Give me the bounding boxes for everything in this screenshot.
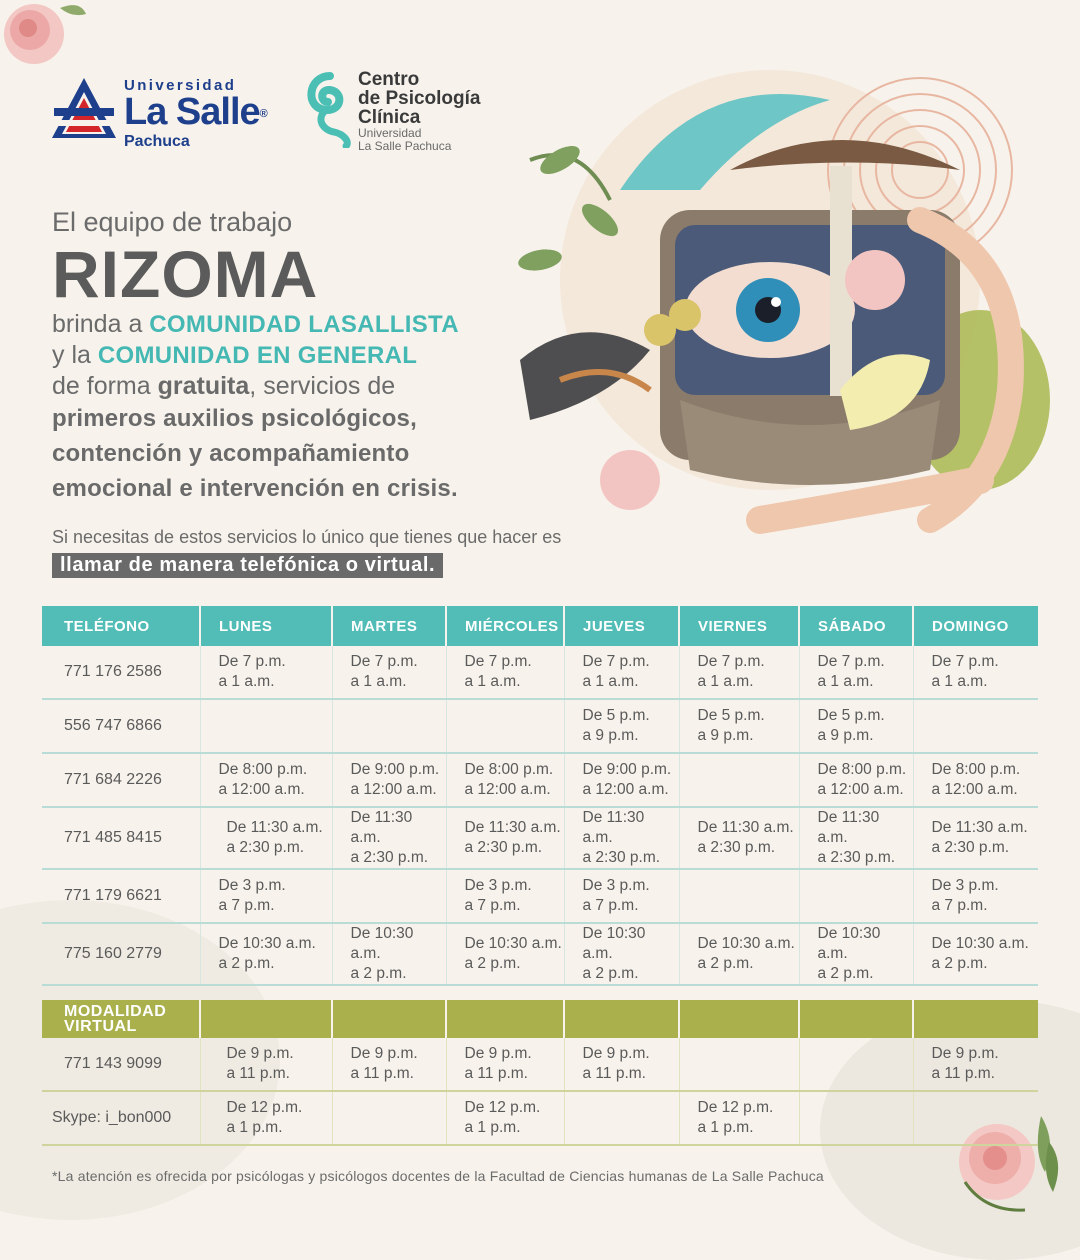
schedule-cell [799,753,913,807]
schedule-cell [200,807,332,869]
schedule-cell [679,646,799,699]
time-to: a 1 p.m. [226,1119,283,1136]
schedule-cell [799,1091,913,1145]
time-to: a 1 a.m. [218,673,275,690]
time-to: a 11 p.m. [464,1065,528,1082]
time-to: a 2 p.m. [218,955,275,972]
time-to: a 1 a.m. [697,673,754,690]
time-from: De 10:30 a.m. [817,925,881,962]
time-from: De 8:00 p.m. [464,761,554,778]
centro-line2: de Psicología [358,88,481,109]
schedule-cell [446,753,564,807]
table-row [42,869,1038,923]
phone-number: 771 143 9099 [42,1038,200,1091]
schedule-cell [679,753,799,807]
schedule-cell [913,807,1038,869]
intro-line1 [52,309,572,340]
intro-need-text: Si necesitas de estos servicios lo único que tienes que hacer es [52,527,562,547]
time-from: De 7 p.m. [218,653,286,670]
schedule-cell [332,923,446,985]
time-to: a 11 p.m. [582,1065,646,1082]
schedule-cell [799,646,913,699]
schedule-cell [679,869,799,923]
schedule-cell [200,1038,332,1091]
time-from: De 12 p.m. [226,1099,303,1116]
lasalle-city: Pachuca [124,132,190,150]
time-from: De 7 p.m. [817,653,885,670]
time-to: a 2 p.m. [697,955,754,972]
time-from: De 3 p.m. [218,877,286,894]
rose-icon [845,250,905,310]
schedule-cell [200,646,332,699]
schedule-cell [564,646,679,699]
phone-number: 771 684 2226 [42,753,200,807]
time-to: a 11 p.m. [931,1065,995,1082]
table-row [42,753,1038,807]
time-from: De 9 p.m. [350,1045,418,1062]
lasalle-universidad: Universidad [124,77,237,94]
psychology-swirl-icon [300,68,358,148]
collage-illustration [500,60,1060,560]
intro-equipo: El equipo de trabajo [52,207,293,237]
schedule-cell [446,1091,564,1145]
intro-section [52,205,572,506]
lasalle-name-text: La Salle [124,91,260,133]
schedule-cell [679,807,799,869]
schedule-cell [913,753,1038,807]
phone-number: 771 179 6621 [42,869,200,923]
schedule-cell [679,923,799,985]
time-to: a 2:30 p.m. [697,839,776,856]
schedule-cell [799,699,913,753]
schedule-cell [332,1038,446,1091]
phone-number: Skype: i_bon000 [42,1091,200,1145]
intro-line2-pre: y la [52,341,98,369]
intro-services-3: emocional e intervención en crisis. [52,475,458,502]
lasalle-name [124,91,267,133]
flower-top-left [0,0,90,70]
time-from: De 8:00 p.m. [817,761,907,778]
time-from: De 11:30 a.m. [817,809,880,846]
time-to: a 12:00 a.m. [817,781,904,798]
time-to: a 9 p.m. [582,727,639,744]
time-to: a 1 a.m. [582,673,639,690]
intro-line3 [52,371,572,401]
time-from: De 5 p.m. [817,707,885,724]
time-from: De 11:30 a.m. [697,819,794,836]
time-to: a 9 p.m. [697,727,754,744]
time-from: De 11:30 a.m. [931,819,1028,836]
table-row [42,1038,1038,1091]
time-from: De 10:30 a.m. [931,935,1029,952]
time-to: a 1 a.m. [350,673,407,690]
time-from: De 9:00 p.m. [582,761,672,778]
centro-line4: Universidad [358,126,422,140]
schedule-cell [913,1038,1038,1091]
schedule-cell [200,1091,332,1145]
schedule-cell [446,807,564,869]
schedule-cell [913,869,1038,923]
time-to: a 1 p.m. [697,1119,754,1136]
intro-line2 [52,340,572,371]
time-from: De 7 p.m. [582,653,650,670]
centro-line5: La Salle Pachuca [358,139,452,153]
schedule-cell [332,646,446,699]
schedule-cell [913,646,1038,699]
schedule-cell [564,807,679,869]
schedule-cell [564,923,679,985]
schedule-cell [200,923,332,985]
time-to: a 12:00 a.m. [464,781,551,798]
time-from: De 10:30 a.m. [218,935,316,952]
time-from: De 8:00 p.m. [931,761,1021,778]
virtual-header-line1: MODALIDAD [64,1003,167,1020]
phone-number: 771 176 2586 [42,646,200,699]
header-domingo: DOMINGO [913,606,1038,646]
time-from: De 3 p.m. [582,877,650,894]
schedule-cell [446,699,564,753]
intro-line1-pre: brinda a [52,310,150,338]
intro-line3-post: , servicios de [249,372,396,400]
time-to: a 9 p.m. [817,727,874,744]
schedule-cell [200,699,332,753]
intro-line3-pre: de forma [52,372,158,400]
time-from: De 5 p.m. [697,707,765,724]
virtual-header-row [42,1000,1038,1038]
table-row [42,646,1038,699]
time-to: a 2:30 p.m. [350,849,429,866]
time-from: De 7 p.m. [464,653,532,670]
time-from: De 10:30 a.m. [697,935,795,952]
time-from: De 7 p.m. [931,653,999,670]
time-to: a 7 p.m. [218,897,275,914]
schedule-cell [446,923,564,985]
schedule-cell [799,923,913,985]
schedule-cell [332,753,446,807]
footnote: *La atención es ofrecida por psicólogas y psicólogos docentes de la Facultad de Ciencias humanas de La Salle Pachuca [52,1168,824,1184]
time-from: De 12 p.m. [464,1099,541,1116]
time-to: a 1 p.m. [464,1119,521,1136]
schedule-cell [679,1091,799,1145]
phone-number: 556 747 6866 [42,699,200,753]
time-from: De 10:30 a.m. [582,925,646,962]
time-from: De 11:30 a.m. [582,809,645,846]
table-spacer [42,985,1038,1000]
schedule-cell [332,807,446,869]
time-from: De 10:30 a.m. [350,925,414,962]
lasalle-star-icon [50,76,118,142]
time-to: a 1 a.m. [464,673,521,690]
schedule-cell [799,807,913,869]
virtual-header-label [42,1000,200,1038]
time-to: a 2 p.m. [931,955,988,972]
schedule-cell [564,869,679,923]
centro-psicologia-logo [300,68,520,160]
schedule-cell [913,1091,1038,1145]
time-to: a 7 p.m. [931,897,988,914]
time-to: a 2 p.m. [350,965,407,982]
schedule-cell [799,1038,913,1091]
time-from: De 11:30 a.m. [464,819,561,836]
time-from: De 7 p.m. [697,653,765,670]
intro-rizoma: RIZOMA [52,237,319,311]
time-to: a 7 p.m. [464,897,521,914]
time-to: a 2:30 p.m. [464,839,543,856]
time-to: a 12:00 a.m. [582,781,669,798]
schedule-cell [799,869,913,923]
intro-call-banner: llamar de manera telefónica o virtual. [52,553,443,578]
centro-line1: Centro [358,69,420,90]
table-row [42,807,1038,869]
schedule-cell [332,869,446,923]
time-from: De 8:00 p.m. [218,761,308,778]
time-from: De 9:00 p.m. [350,761,440,778]
time-to: a 11 p.m. [350,1065,414,1082]
time-from: De 11:30 a.m. [226,819,323,836]
lasalle-logo [50,76,270,152]
intro-line3-bold: gratuita [157,372,250,400]
schedule-header-row [42,606,1038,646]
time-from: De 9 p.m. [226,1045,294,1062]
schedule-cell [332,699,446,753]
time-from: De 9 p.m. [931,1045,999,1062]
time-to: a 2 p.m. [464,955,521,972]
schedule-cell [679,699,799,753]
table-row [42,699,1038,753]
schedule-cell [200,753,332,807]
time-to: a 2:30 p.m. [226,839,305,856]
time-from: De 11:30 a.m. [350,809,413,846]
time-from: De 9 p.m. [464,1045,532,1062]
schedule-cell [446,646,564,699]
time-to: a 1 a.m. [931,673,988,690]
time-to: a 2:30 p.m. [931,839,1010,856]
time-from: De 7 p.m. [350,653,418,670]
intro-services-1: primeros auxilios psicológicos, [52,405,417,432]
header-viernes: VIERNES [679,606,799,646]
time-to: a 2:30 p.m. [582,849,661,866]
header-jueves: JUEVES [564,606,679,646]
centro-line3: Clínica [358,107,421,128]
phone-number: 771 485 8415 [42,807,200,869]
fruit-icon [669,299,701,331]
schedule-cell [564,753,679,807]
rose-icon [600,450,660,510]
time-from: De 3 p.m. [464,877,532,894]
teal-shape [620,94,830,190]
time-from: De 3 p.m. [931,877,999,894]
schedule-cell [564,1038,679,1091]
schedule-cell [913,699,1038,753]
schedule-cell [200,869,332,923]
time-from: De 9 p.m. [582,1045,650,1062]
schedule-cell [564,1091,679,1145]
registered-mark: ® [259,107,267,120]
time-to: a 2 p.m. [582,965,639,982]
header-martes: MARTES [332,606,446,646]
intro-line1-highlight: COMUNIDAD LASALLISTA [149,311,459,338]
header-telefono: TELÉFONO [42,606,200,646]
time-to: a 12:00 a.m. [350,781,437,798]
time-to: a 12:00 a.m. [931,781,1018,798]
time-to: a 7 p.m. [582,897,639,914]
schedule-cell [446,869,564,923]
header-miercoles: MIÉRCOLES [446,606,564,646]
schedule-cell [679,1038,799,1091]
table-row [42,923,1038,985]
header-sabado: SÁBADO [799,606,913,646]
eye-shine [771,297,781,307]
schedule-cell [446,1038,564,1091]
time-to: a 12:00 a.m. [218,781,305,798]
time-to: a 11 p.m. [226,1065,290,1082]
phone-number: 775 160 2779 [42,923,200,985]
time-from: De 5 p.m. [582,707,650,724]
intro-line2-highlight: COMUNIDAD EN GENERAL [97,342,418,369]
time-from: De 12 p.m. [697,1099,774,1116]
schedule-cell [332,1091,446,1145]
schedule-cell [913,923,1038,985]
time-to: a 2 p.m. [817,965,874,982]
intro-services-2: contención y acompañamiento [52,440,410,467]
schedule-table [42,606,1038,1146]
header-lunes: LUNES [200,606,332,646]
table-row [42,1091,1038,1145]
time-from: De 10:30 a.m. [464,935,562,952]
virtual-header-line2: VIRTUAL [64,1018,137,1035]
time-to: a 1 a.m. [817,673,874,690]
time-to: a 2:30 p.m. [817,849,896,866]
schedule-cell [564,699,679,753]
